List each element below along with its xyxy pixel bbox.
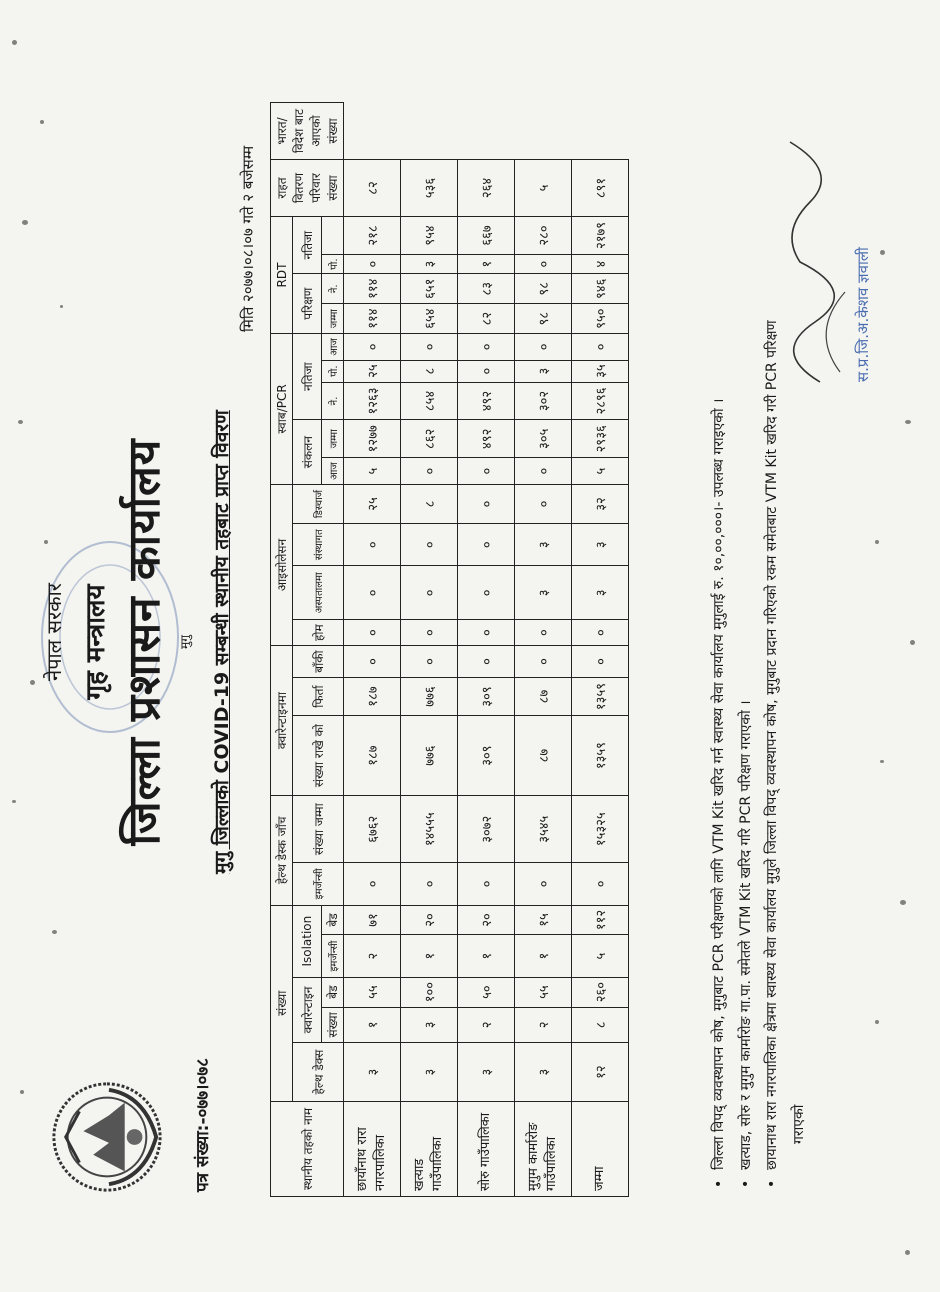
local-level-name: सोरु गाउँपालिका xyxy=(458,1102,515,1197)
cell-total: १४५५५ xyxy=(401,796,458,863)
cell-hd: ३ xyxy=(401,1043,458,1102)
col-sub-collection: संकलन xyxy=(293,420,322,485)
col-number-kept: संख्या राखे को xyxy=(293,715,344,795)
cell-s-total: ३०५ xyxy=(515,420,572,458)
cell-home: ० xyxy=(572,620,629,646)
cell-i-bed: ११२ xyxy=(572,905,629,935)
col-sub-rdt-result: नतिजा xyxy=(293,217,322,274)
signature-text: स.प्र.जि.अ.केशव ज्ञवाली xyxy=(854,247,872,382)
cell-s-neg: १२६३ xyxy=(344,382,401,420)
signature-stamp xyxy=(760,132,880,392)
cell-s-pos: ३ xyxy=(515,360,572,382)
cell-returned: ७७६ xyxy=(401,678,458,716)
local-level-name: मुगुम कार्मारोङ गाउँपालिका xyxy=(515,1102,572,1197)
government-name: नेपाल सरकार xyxy=(42,583,66,681)
cell-inst: ० xyxy=(458,524,515,566)
col-quarantine-number: संख्या xyxy=(322,1007,344,1043)
cell-foreign: ८२ xyxy=(344,160,401,217)
cell-hospital: ३ xyxy=(515,566,572,620)
cell-foreign: ५३६ xyxy=(401,160,458,217)
cell-remaining: ० xyxy=(515,645,572,677)
cell-hospital: ० xyxy=(458,566,515,620)
cell-home: ० xyxy=(458,620,515,646)
cell-inst: ३ xyxy=(515,524,572,566)
col-isolation-bed: बेड xyxy=(322,905,344,935)
cell-r-pos: ० xyxy=(344,254,401,273)
cell-s-total: २९३६ xyxy=(572,420,629,458)
table-row xyxy=(515,103,572,1197)
cell-r-today: ० xyxy=(344,334,401,361)
cell-r-neg: ९४६ xyxy=(572,274,629,304)
district-name: मुगु xyxy=(178,635,192,649)
cell-inst: ० xyxy=(344,524,401,566)
col-home: होम xyxy=(293,620,344,646)
cell-r-neg: ८३ xyxy=(458,274,515,304)
col-group-count: संख्या xyxy=(271,905,293,1101)
cell-hd: ३ xyxy=(344,1043,401,1102)
document-title: मुगु जिल्लाको COVID-19 सम्बन्धी स्थानीय तहबाट प्राप्त विवरण xyxy=(211,410,233,874)
cell-total: ३५४५ xyxy=(515,796,572,863)
cell-q-bed: १०० xyxy=(401,977,458,1007)
cell-hd: ३ xyxy=(458,1043,515,1102)
cell-r-total: ८२ xyxy=(458,304,515,334)
cell-emer: ० xyxy=(344,863,401,905)
table-row xyxy=(572,103,629,1197)
cell-i-emer: १ xyxy=(515,935,572,977)
cell-s-pos: ० xyxy=(458,360,515,382)
cell-r-neg: ९८ xyxy=(515,274,572,304)
table-row xyxy=(458,103,515,1197)
cell-emer: ० xyxy=(572,863,629,905)
cell-r-total: ९५० xyxy=(572,304,629,334)
local-level-name: जम्मा xyxy=(572,1102,629,1197)
cell-q-bed: ५५ xyxy=(515,977,572,1007)
cell-r-today: ० xyxy=(458,334,515,361)
cell-disch: ० xyxy=(458,484,515,523)
cell-i-emer: ५ xyxy=(572,935,629,977)
col-sub-quarantine: क्वारेन्टाइन xyxy=(293,977,322,1042)
cell-home: ० xyxy=(401,620,458,646)
cell-i-emer: २ xyxy=(344,935,401,977)
cell-q-bed: २६० xyxy=(572,977,629,1007)
cell-returned: १३५९ xyxy=(572,678,629,716)
cell-emer: ० xyxy=(458,863,515,905)
cell-hd: १२ xyxy=(572,1043,629,1102)
cell-disch: ० xyxy=(515,484,572,523)
col-emergency: इमर्जेन्सी xyxy=(293,863,344,905)
cell-home: ० xyxy=(344,620,401,646)
cell-disch: ८ xyxy=(401,484,458,523)
cell-hospital: ० xyxy=(344,566,401,620)
cell-r-total: ९८ xyxy=(515,304,572,334)
cell-remaining: ० xyxy=(344,645,401,677)
cell-disch: २५ xyxy=(344,484,401,523)
cell-s-neg: ४९२ xyxy=(458,382,515,420)
col-group-swab-pcr: स्वाब/PCR xyxy=(271,334,293,485)
cell-hospital: ३ xyxy=(572,566,629,620)
cell-r-today: ० xyxy=(401,334,458,361)
col-sub-isolation: Isolation xyxy=(293,905,322,977)
col-health-desk: हेल्थ डेक्स xyxy=(293,1043,344,1102)
col-group-isolation: आइसोलेसन xyxy=(271,484,293,645)
cell-relief: २८० xyxy=(515,217,572,255)
cell-r-pos: ४ xyxy=(572,254,629,273)
cell-s-today: ० xyxy=(515,458,572,485)
cell-s-pos: ३५ xyxy=(572,360,629,382)
cell-q-num: २ xyxy=(515,1007,572,1043)
col-group-rdt: RDT xyxy=(271,217,293,334)
cell-s-neg: २८९६ xyxy=(572,382,629,420)
cell-i-emer: १ xyxy=(401,935,458,977)
cell-home: ० xyxy=(515,620,572,646)
cell-s-today: ० xyxy=(401,458,458,485)
cell-s-today: ५ xyxy=(344,458,401,485)
cell-s-total: ८६२ xyxy=(401,420,458,458)
table-row xyxy=(344,103,401,1197)
cell-s-total: १२७७ xyxy=(344,420,401,458)
office-name: जिल्ला प्रशासन कार्यालय xyxy=(119,438,170,846)
cell-q-num: १ xyxy=(344,1007,401,1043)
note-item-continuation: गराएको xyxy=(790,1104,807,1144)
cell-relief: २१७९ xyxy=(572,217,629,255)
col-sub-test: परिक्षण xyxy=(293,274,322,334)
col-foreign-returnees: भारत/ विदेश बाट आएको संख्या xyxy=(271,103,344,160)
cell-kept: ७७६ xyxy=(401,715,458,795)
cell-r-today: ० xyxy=(572,334,629,361)
col-total-number: संख्या जम्मा xyxy=(293,796,344,863)
col-rdt-negative: ने. xyxy=(322,274,344,304)
cell-i-bed: २० xyxy=(401,905,458,935)
cell-i-bed: २० xyxy=(458,905,515,935)
cell-total: ३०७२ xyxy=(458,796,515,863)
cell-s-neg: ८५४ xyxy=(401,382,458,420)
cell-s-pos: ८ xyxy=(401,360,458,382)
col-swab-negative: ने. xyxy=(322,382,344,420)
col-rdt-positive: पो. xyxy=(322,254,344,273)
cell-q-num: ३ xyxy=(401,1007,458,1043)
cell-emer: ० xyxy=(515,863,572,905)
cell-r-today: ० xyxy=(515,334,572,361)
cell-r-total: ११४ xyxy=(344,304,401,334)
cell-returned: ३०९ xyxy=(458,678,515,716)
cell-hd: ३ xyxy=(515,1043,572,1102)
cell-q-bed: ५० xyxy=(458,977,515,1007)
col-local-level: स्थानीय तहको नाम xyxy=(271,1102,344,1197)
col-isolation-emergency: इमर्जेन्सी xyxy=(322,935,344,977)
cell-returned: ८७ xyxy=(515,678,572,716)
table-body xyxy=(344,103,629,1197)
cell-i-bed: ७१ xyxy=(344,905,401,935)
nepal-emblem-icon xyxy=(48,1078,166,1196)
cell-total: ६७६२ xyxy=(344,796,401,863)
document-date: मिति २०७७।०८।०७ गते २ बजेसम्म xyxy=(239,145,257,332)
cell-r-pos: १ xyxy=(458,254,515,273)
cell-emer: ० xyxy=(401,863,458,905)
cell-relief: ९५४ xyxy=(401,217,458,255)
cell-kept: ३०९ xyxy=(458,715,515,795)
cell-r-total: ६५४ xyxy=(401,304,458,334)
table-row xyxy=(401,103,458,1197)
col-rdt-total: जम्मा xyxy=(322,304,344,334)
cell-relief: २१८ xyxy=(344,217,401,255)
cell-s-today: ० xyxy=(458,458,515,485)
cell-s-total: ४९२ xyxy=(458,420,515,458)
cell-remaining: ० xyxy=(572,645,629,677)
cell-kept: ८७ xyxy=(515,715,572,795)
reference-number: पत्र संख्या:-०७७।०७८ xyxy=(193,1058,213,1192)
cell-r-pos: ० xyxy=(515,254,572,273)
cell-foreign: ८९१ xyxy=(572,160,629,217)
ministry-name: गृह मन्त्रालय xyxy=(81,584,111,700)
cell-r-neg: ६५१ xyxy=(401,274,458,304)
note-item: • छायानाथ रारा नगरपालिका क्षेत्रमा स्वास्थ्य सेवा कार्यालय मुगुले जिल्ला विपद् व्यवस्थापन कोष, मुगुबाट प्रदान गरिएको रकम समेतबाट VTM Kit खरिद गरी PCR परिक्षण xyxy=(759,102,786,1192)
cell-q-bed: ५५ xyxy=(344,977,401,1007)
local-level-name: छायाँनाथ रारा नगरपालिका xyxy=(344,1102,401,1197)
col-discharged: डिस्चार्ज xyxy=(293,484,344,523)
col-returned: फिर्ता xyxy=(293,678,344,716)
col-swab-today: आज xyxy=(322,458,344,485)
col-hospital: अस्पतालमा xyxy=(293,566,344,620)
cell-q-num: ८ xyxy=(572,1007,629,1043)
col-group-health-desk-check: हेल्थ डेस्क जाँच xyxy=(271,796,293,905)
cell-inst: ० xyxy=(401,524,458,566)
cell-remaining: ० xyxy=(401,645,458,677)
note-item: • जिल्ला विपद् व्यवस्थापन कोष, मुगुबाट PCR परीक्षणको लागि VTM Kit खरिद गर्न स्वास्थ्य सेवा कार्यालय मुगुलाई रु. १०,००,०००।- उपलब्ध गराइएको । xyxy=(706,102,733,1192)
cell-foreign: २६४ xyxy=(458,160,515,217)
cell-kept: १३५९ xyxy=(572,715,629,795)
cell-i-bed: १५ xyxy=(515,905,572,935)
cell-r-neg: ११४ xyxy=(344,274,401,304)
col-relief-families: राहत वितरण परिवार संख्या xyxy=(271,160,344,217)
cell-relief: ६६७ xyxy=(458,217,515,255)
cell-inst: ३ xyxy=(572,524,629,566)
cell-hospital: ० xyxy=(401,566,458,620)
col-quarantine-bed: बेड xyxy=(322,977,344,1007)
cell-foreign: ५ xyxy=(515,160,572,217)
cell-i-emer: १ xyxy=(458,935,515,977)
cell-returned: १८७ xyxy=(344,678,401,716)
col-swab-positive: पो. xyxy=(322,360,344,382)
col-remaining: बाँकी xyxy=(293,645,344,677)
col-sub-result: नतिजा xyxy=(293,334,322,420)
col-group-quarantine: क्वारेन्टाइनमा xyxy=(271,645,293,795)
col-institutional: संस्थागत xyxy=(293,524,344,566)
cell-s-neg: ३०२ xyxy=(515,382,572,420)
covid-data-table xyxy=(270,102,629,1197)
cell-s-pos: २५ xyxy=(344,360,401,382)
col-rdt-today: आज xyxy=(322,334,344,361)
cell-s-today: ५ xyxy=(572,458,629,485)
cell-kept: १८७ xyxy=(344,715,401,795)
note-item: • खत्याड, सोरु र मुगुम कार्मारोङ गा.पा. समेतले VTM Kit खरिद गरि PCR परिक्षण गराएको । xyxy=(733,102,760,1192)
cell-total: १५३२५ xyxy=(572,796,629,863)
cell-q-num: २ xyxy=(458,1007,515,1043)
cell-disch: ३२ xyxy=(572,484,629,523)
col-swab-total: जम्मा xyxy=(322,420,344,458)
cell-remaining: ० xyxy=(458,645,515,677)
local-level-name: खत्याड गाउँपालिका xyxy=(401,1102,458,1197)
cell-r-pos: ३ xyxy=(401,254,458,273)
